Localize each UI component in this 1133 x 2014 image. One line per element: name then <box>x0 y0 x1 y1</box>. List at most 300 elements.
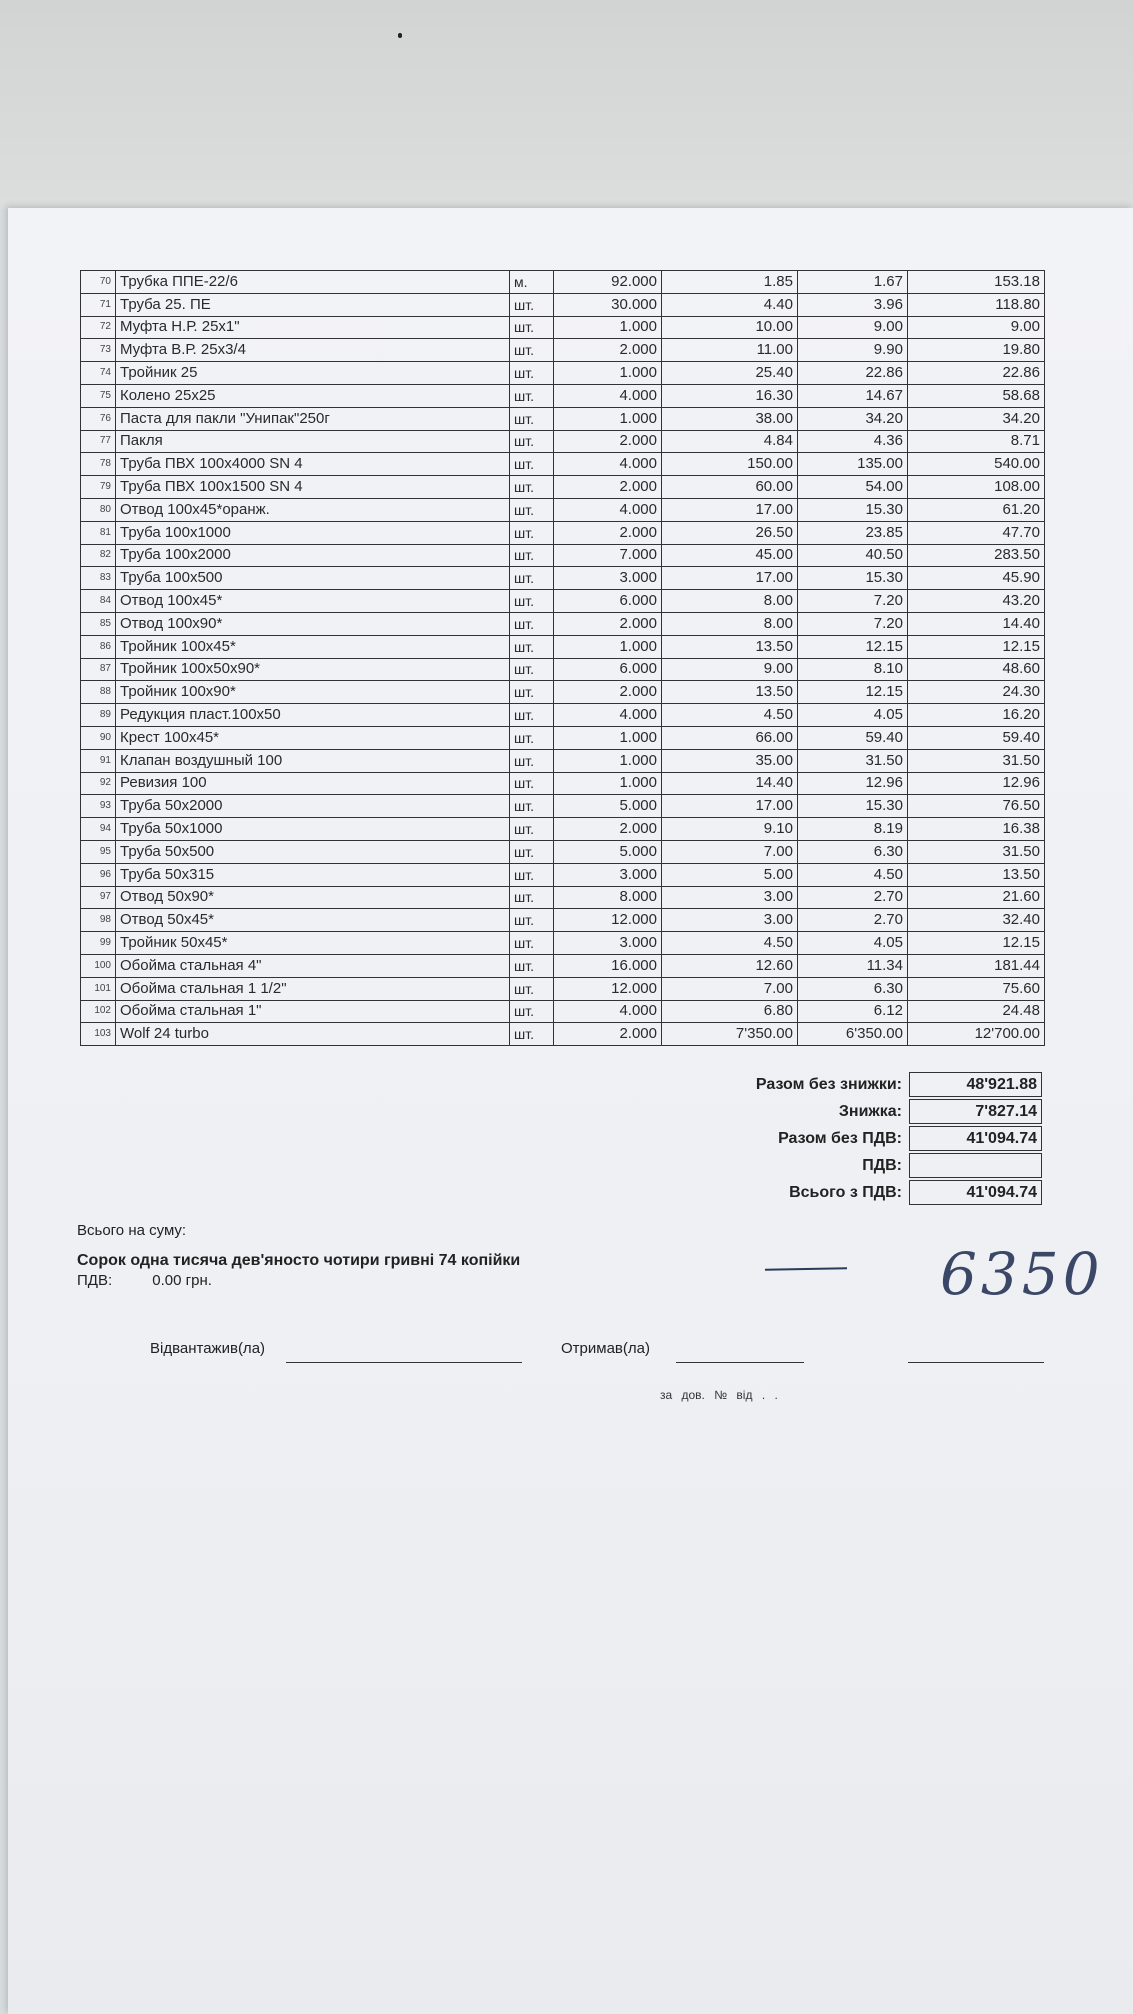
item-price-discounted: 2.70 <box>798 886 908 909</box>
item-number: 80 <box>81 498 116 521</box>
item-price: 3.00 <box>662 886 798 909</box>
item-unit: шт. <box>510 1023 554 1046</box>
item-sum: 14.40 <box>908 612 1045 635</box>
item-price: 5.00 <box>662 863 798 886</box>
item-price: 4.50 <box>662 704 798 727</box>
photo-background <box>0 0 1133 210</box>
item-unit: шт. <box>510 453 554 476</box>
item-name: Паста для пакли "Унипак"250г <box>116 407 510 430</box>
item-number: 98 <box>81 909 116 932</box>
item-price-discounted: 22.86 <box>798 362 908 385</box>
item-quantity: 2.000 <box>554 430 662 453</box>
item-sum: 181.44 <box>908 954 1045 977</box>
item-price: 13.50 <box>662 681 798 704</box>
item-sum: 48.60 <box>908 658 1045 681</box>
item-name: Отвод 100x45* <box>116 590 510 613</box>
item-quantity: 16.000 <box>554 954 662 977</box>
item-price-discounted: 6'350.00 <box>798 1023 908 1046</box>
item-sum: 153.18 <box>908 271 1045 294</box>
table-row <box>81 1000 1045 1023</box>
item-sum: 24.30 <box>908 681 1045 704</box>
item-sum: 31.50 <box>908 840 1045 863</box>
item-sum: 34.20 <box>908 407 1045 430</box>
item-quantity: 2.000 <box>554 476 662 499</box>
item-name: Труба 50x1000 <box>116 818 510 841</box>
item-name: Трубка ППЕ-22/6 <box>116 271 510 294</box>
item-price-discounted: 9.00 <box>798 316 908 339</box>
item-name: Колено 25x25 <box>116 384 510 407</box>
item-name: Труба 100x500 <box>116 567 510 590</box>
item-price-discounted: 1.67 <box>798 271 908 294</box>
total-no-vat-row <box>660 1126 1042 1153</box>
item-name: Отвод 100x45*оранж. <box>116 498 510 521</box>
item-unit: шт. <box>510 498 554 521</box>
item-number: 79 <box>81 476 116 499</box>
item-number: 100 <box>81 954 116 977</box>
item-sum: 75.60 <box>908 977 1045 1000</box>
table-row <box>81 567 1045 590</box>
table-row <box>81 658 1045 681</box>
item-quantity: 7.000 <box>554 544 662 567</box>
item-price-discounted: 12.15 <box>798 681 908 704</box>
item-price: 9.10 <box>662 818 798 841</box>
shipped-by-signature-line <box>286 1362 522 1363</box>
table-row <box>81 316 1045 339</box>
item-sum: 32.40 <box>908 909 1045 932</box>
item-number: 88 <box>81 681 116 704</box>
item-price: 4.50 <box>662 932 798 955</box>
item-unit: шт. <box>510 909 554 932</box>
table-row <box>81 498 1045 521</box>
item-unit: шт. <box>510 954 554 977</box>
item-quantity: 1.000 <box>554 772 662 795</box>
item-price: 12.60 <box>662 954 798 977</box>
grand-total-label: Всього з ПДВ: <box>789 1184 902 1201</box>
item-sum: 13.50 <box>908 863 1045 886</box>
item-sum: 540.00 <box>908 453 1045 476</box>
item-quantity: 12.000 <box>554 909 662 932</box>
item-quantity: 3.000 <box>554 567 662 590</box>
item-unit: шт. <box>510 544 554 567</box>
table-row <box>81 681 1045 704</box>
item-price-discounted: 8.10 <box>798 658 908 681</box>
item-price: 4.40 <box>662 293 798 316</box>
item-name: Обойма стальная 4" <box>116 954 510 977</box>
table-row <box>81 932 1045 955</box>
item-price: 150.00 <box>662 453 798 476</box>
item-number: 97 <box>81 886 116 909</box>
item-unit: шт. <box>510 635 554 658</box>
table-row <box>81 612 1045 635</box>
item-number: 73 <box>81 339 116 362</box>
item-name: Обойма стальная 1 1/2" <box>116 977 510 1000</box>
item-sum: 59.40 <box>908 726 1045 749</box>
item-quantity: 4.000 <box>554 498 662 521</box>
item-quantity: 4.000 <box>554 384 662 407</box>
item-name: Ревизия 100 <box>116 772 510 795</box>
item-price: 7'350.00 <box>662 1023 798 1046</box>
total-no-discount-label: Разом без знижки: <box>755 1076 902 1093</box>
item-price: 6.80 <box>662 1000 798 1023</box>
item-sum: 16.20 <box>908 704 1045 727</box>
item-price-discounted: 135.00 <box>798 453 908 476</box>
item-unit: шт. <box>510 749 554 772</box>
item-price-discounted: 12.96 <box>798 772 908 795</box>
item-price-discounted: 15.30 <box>798 795 908 818</box>
item-quantity: 5.000 <box>554 795 662 818</box>
item-unit: шт. <box>510 339 554 362</box>
grand-total-value: 41'094.74 <box>909 1180 1042 1205</box>
discount-value: 7'827.14 <box>909 1099 1042 1124</box>
item-price-discounted: 14.67 <box>798 384 908 407</box>
item-price-discounted: 6.12 <box>798 1000 908 1023</box>
item-sum: 43.20 <box>908 590 1045 613</box>
item-name: Клапан воздушный 100 <box>116 749 510 772</box>
table-row <box>81 271 1045 294</box>
item-name: Тройник 100x90* <box>116 681 510 704</box>
item-number: 72 <box>81 316 116 339</box>
item-sum: 8.71 <box>908 430 1045 453</box>
item-number: 91 <box>81 749 116 772</box>
dust-speck <box>398 33 402 38</box>
table-row <box>81 795 1045 818</box>
item-price: 13.50 <box>662 635 798 658</box>
item-price-discounted: 4.36 <box>798 430 908 453</box>
vat-total-label: ПДВ: <box>862 1157 902 1174</box>
item-unit: шт. <box>510 476 554 499</box>
vat-row <box>660 1153 1042 1180</box>
item-name: Труба 100x2000 <box>116 544 510 567</box>
item-sum: 76.50 <box>908 795 1045 818</box>
item-quantity: 1.000 <box>554 749 662 772</box>
item-quantity: 2.000 <box>554 1023 662 1046</box>
item-quantity: 4.000 <box>554 1000 662 1023</box>
item-price: 35.00 <box>662 749 798 772</box>
item-price-discounted: 31.50 <box>798 749 908 772</box>
item-name: Труба 100x1000 <box>116 521 510 544</box>
item-number: 77 <box>81 430 116 453</box>
item-name: Труба 50x500 <box>116 840 510 863</box>
item-price-discounted: 4.05 <box>798 932 908 955</box>
item-price-discounted: 6.30 <box>798 977 908 1000</box>
item-quantity: 2.000 <box>554 521 662 544</box>
item-quantity: 3.000 <box>554 932 662 955</box>
item-price-discounted: 4.50 <box>798 863 908 886</box>
table-row <box>81 977 1045 1000</box>
item-name: Тройник 50x45* <box>116 932 510 955</box>
item-name: Труба 25. ПЕ <box>116 293 510 316</box>
item-name: Обойма стальная 1" <box>116 1000 510 1023</box>
item-unit: шт. <box>510 772 554 795</box>
item-number: 87 <box>81 658 116 681</box>
table-row <box>81 590 1045 613</box>
item-price-discounted: 15.30 <box>798 498 908 521</box>
item-unit: шт. <box>510 886 554 909</box>
item-sum: 12.15 <box>908 635 1045 658</box>
item-number: 85 <box>81 612 116 635</box>
item-unit: шт. <box>510 1000 554 1023</box>
item-quantity: 1.000 <box>554 316 662 339</box>
item-sum: 21.60 <box>908 886 1045 909</box>
item-number: 89 <box>81 704 116 727</box>
item-name: Отвод 50x45* <box>116 909 510 932</box>
item-unit: шт. <box>510 840 554 863</box>
table-row <box>81 407 1045 430</box>
item-name: Редукция пласт.100x50 <box>116 704 510 727</box>
grand-total-row <box>660 1180 1042 1207</box>
item-price: 4.84 <box>662 430 798 453</box>
item-price: 10.00 <box>662 316 798 339</box>
item-unit: шт. <box>510 612 554 635</box>
item-price: 11.00 <box>662 339 798 362</box>
table-row <box>81 635 1045 658</box>
item-quantity: 8.000 <box>554 886 662 909</box>
total-no-vat-label: Разом без ПДВ: <box>778 1130 902 1147</box>
table-row <box>81 293 1045 316</box>
item-price: 7.00 <box>662 840 798 863</box>
vat-line <box>77 1272 212 1289</box>
item-unit: шт. <box>510 590 554 613</box>
item-unit: шт. <box>510 384 554 407</box>
item-name: Пакля <box>116 430 510 453</box>
item-price-discounted: 11.34 <box>798 954 908 977</box>
item-price: 60.00 <box>662 476 798 499</box>
contract-reference: за дов. № від . . <box>660 1388 778 1402</box>
sum-heading: Всього на суму: <box>77 1222 187 1239</box>
item-name: Муфта Н.Р. 25x1" <box>116 316 510 339</box>
table-row <box>81 544 1045 567</box>
item-sum: 45.90 <box>908 567 1045 590</box>
item-price: 8.00 <box>662 612 798 635</box>
table-row <box>81 818 1045 841</box>
table-row <box>81 453 1045 476</box>
item-number: 75 <box>81 384 116 407</box>
item-number: 101 <box>81 977 116 1000</box>
item-number: 99 <box>81 932 116 955</box>
item-sum: 19.80 <box>908 339 1045 362</box>
item-sum: 12.96 <box>908 772 1045 795</box>
item-unit: шт. <box>510 681 554 704</box>
table-row <box>81 840 1045 863</box>
item-quantity: 1.000 <box>554 407 662 430</box>
item-name: Отвод 50x90* <box>116 886 510 909</box>
sum-in-words: Сорок одна тисяча дев'яносто чотири гривні 74 копійки <box>77 1252 521 1269</box>
item-price-discounted: 3.96 <box>798 293 908 316</box>
item-name: Крест 100x45* <box>116 726 510 749</box>
item-sum: 9.00 <box>908 316 1045 339</box>
item-number: 74 <box>81 362 116 385</box>
table-row <box>81 704 1045 727</box>
item-number: 70 <box>81 271 116 294</box>
items-table-body <box>81 271 1045 1046</box>
item-price: 26.50 <box>662 521 798 544</box>
vat-total-value <box>909 1153 1042 1178</box>
item-quantity: 2.000 <box>554 681 662 704</box>
item-number: 95 <box>81 840 116 863</box>
item-number: 81 <box>81 521 116 544</box>
item-unit: шт. <box>510 726 554 749</box>
item-number: 92 <box>81 772 116 795</box>
item-quantity: 2.000 <box>554 612 662 635</box>
table-row <box>81 1023 1045 1046</box>
item-name: Тройник 25 <box>116 362 510 385</box>
item-name: Труба 50x2000 <box>116 795 510 818</box>
item-number: 76 <box>81 407 116 430</box>
item-price-discounted: 4.05 <box>798 704 908 727</box>
table-row <box>81 954 1045 977</box>
item-sum: 12.15 <box>908 932 1045 955</box>
table-row <box>81 384 1045 407</box>
item-number: 96 <box>81 863 116 886</box>
item-number: 82 <box>81 544 116 567</box>
item-sum: 12'700.00 <box>908 1023 1045 1046</box>
item-price: 17.00 <box>662 567 798 590</box>
table-row <box>81 476 1045 499</box>
item-unit: шт. <box>510 293 554 316</box>
invoice-items-table <box>80 270 1045 1046</box>
item-quantity: 92.000 <box>554 271 662 294</box>
handwritten-note: 6350 <box>940 1240 1104 1308</box>
item-price: 38.00 <box>662 407 798 430</box>
item-quantity: 3.000 <box>554 863 662 886</box>
item-unit: шт. <box>510 795 554 818</box>
item-quantity: 1.000 <box>554 726 662 749</box>
item-quantity: 5.000 <box>554 840 662 863</box>
item-name: Труба ПВХ 100x1500 SN 4 <box>116 476 510 499</box>
item-number: 86 <box>81 635 116 658</box>
table-row <box>81 863 1045 886</box>
item-price-discounted: 54.00 <box>798 476 908 499</box>
table-row <box>81 772 1045 795</box>
item-sum: 118.80 <box>908 293 1045 316</box>
item-unit: шт. <box>510 521 554 544</box>
extra-signature-line <box>908 1362 1044 1363</box>
total-no-discount-row <box>660 1072 1042 1099</box>
table-row <box>81 362 1045 385</box>
item-number: 93 <box>81 795 116 818</box>
item-unit: шт. <box>510 567 554 590</box>
item-quantity: 6.000 <box>554 590 662 613</box>
item-sum: 58.68 <box>908 384 1045 407</box>
discount-row <box>660 1099 1042 1126</box>
item-name: Труба ПВХ 100x4000 SN 4 <box>116 453 510 476</box>
table-row <box>81 339 1045 362</box>
item-number: 78 <box>81 453 116 476</box>
item-price-discounted: 7.20 <box>798 590 908 613</box>
item-unit: шт. <box>510 863 554 886</box>
item-quantity: 12.000 <box>554 977 662 1000</box>
item-quantity: 4.000 <box>554 704 662 727</box>
received-by-signature-line <box>676 1362 804 1363</box>
item-quantity: 2.000 <box>554 818 662 841</box>
item-number: 83 <box>81 567 116 590</box>
item-name: Труба 50x315 <box>116 863 510 886</box>
table-row <box>81 909 1045 932</box>
item-quantity: 6.000 <box>554 658 662 681</box>
item-sum: 24.48 <box>908 1000 1045 1023</box>
item-unit: м. <box>510 271 554 294</box>
item-name: Муфта В.Р. 25x3/4 <box>116 339 510 362</box>
item-sum: 108.00 <box>908 476 1045 499</box>
item-price: 7.00 <box>662 977 798 1000</box>
item-price: 25.40 <box>662 362 798 385</box>
item-unit: шт. <box>510 658 554 681</box>
item-quantity: 2.000 <box>554 339 662 362</box>
item-unit: шт. <box>510 704 554 727</box>
item-price-discounted: 7.20 <box>798 612 908 635</box>
item-unit: шт. <box>510 407 554 430</box>
item-number: 102 <box>81 1000 116 1023</box>
item-quantity: 1.000 <box>554 362 662 385</box>
item-price-discounted: 40.50 <box>798 544 908 567</box>
item-sum: 283.50 <box>908 544 1045 567</box>
totals-block <box>660 1072 1042 1207</box>
table-row <box>81 521 1045 544</box>
item-price: 45.00 <box>662 544 798 567</box>
item-name: Тройник 100x50x90* <box>116 658 510 681</box>
item-number: 71 <box>81 293 116 316</box>
item-sum: 16.38 <box>908 818 1045 841</box>
item-price-discounted: 23.85 <box>798 521 908 544</box>
item-unit: шт. <box>510 430 554 453</box>
item-unit: шт. <box>510 316 554 339</box>
total-no-vat-value: 41'094.74 <box>909 1126 1042 1151</box>
item-quantity: 1.000 <box>554 635 662 658</box>
item-quantity: 30.000 <box>554 293 662 316</box>
item-sum: 31.50 <box>908 749 1045 772</box>
total-no-discount-value: 48'921.88 <box>909 1072 1042 1097</box>
item-name: Wolf 24 turbo <box>116 1023 510 1046</box>
table-row <box>81 726 1045 749</box>
item-price-discounted: 34.20 <box>798 407 908 430</box>
table-row <box>81 430 1045 453</box>
shipped-by-label: Відвантажив(ла) <box>150 1340 266 1357</box>
vat-line-amount: 0.00 грн. <box>152 1272 212 1289</box>
item-price-discounted: 12.15 <box>798 635 908 658</box>
item-price-discounted: 59.40 <box>798 726 908 749</box>
item-unit: шт. <box>510 818 554 841</box>
item-number: 94 <box>81 818 116 841</box>
item-price: 17.00 <box>662 498 798 521</box>
item-price: 8.00 <box>662 590 798 613</box>
item-price-discounted: 15.30 <box>798 567 908 590</box>
item-number: 84 <box>81 590 116 613</box>
item-price-discounted: 6.30 <box>798 840 908 863</box>
table-row <box>81 749 1045 772</box>
item-unit: шт. <box>510 362 554 385</box>
item-quantity: 4.000 <box>554 453 662 476</box>
item-price: 1.85 <box>662 271 798 294</box>
item-name: Тройник 100x45* <box>116 635 510 658</box>
item-unit: шт. <box>510 932 554 955</box>
vat-line-label: ПДВ: <box>77 1272 113 1289</box>
item-price: 3.00 <box>662 909 798 932</box>
item-number: 90 <box>81 726 116 749</box>
item-sum: 22.86 <box>908 362 1045 385</box>
item-unit: шт. <box>510 977 554 1000</box>
item-number: 103 <box>81 1023 116 1046</box>
item-price: 66.00 <box>662 726 798 749</box>
item-price: 17.00 <box>662 795 798 818</box>
item-price: 14.40 <box>662 772 798 795</box>
item-price-discounted: 8.19 <box>798 818 908 841</box>
discount-label: Знижка: <box>838 1103 902 1120</box>
item-price: 16.30 <box>662 384 798 407</box>
item-price-discounted: 2.70 <box>798 909 908 932</box>
item-price-discounted: 9.90 <box>798 339 908 362</box>
received-by-label: Отримав(ла) <box>561 1340 650 1357</box>
item-sum: 47.70 <box>908 521 1045 544</box>
